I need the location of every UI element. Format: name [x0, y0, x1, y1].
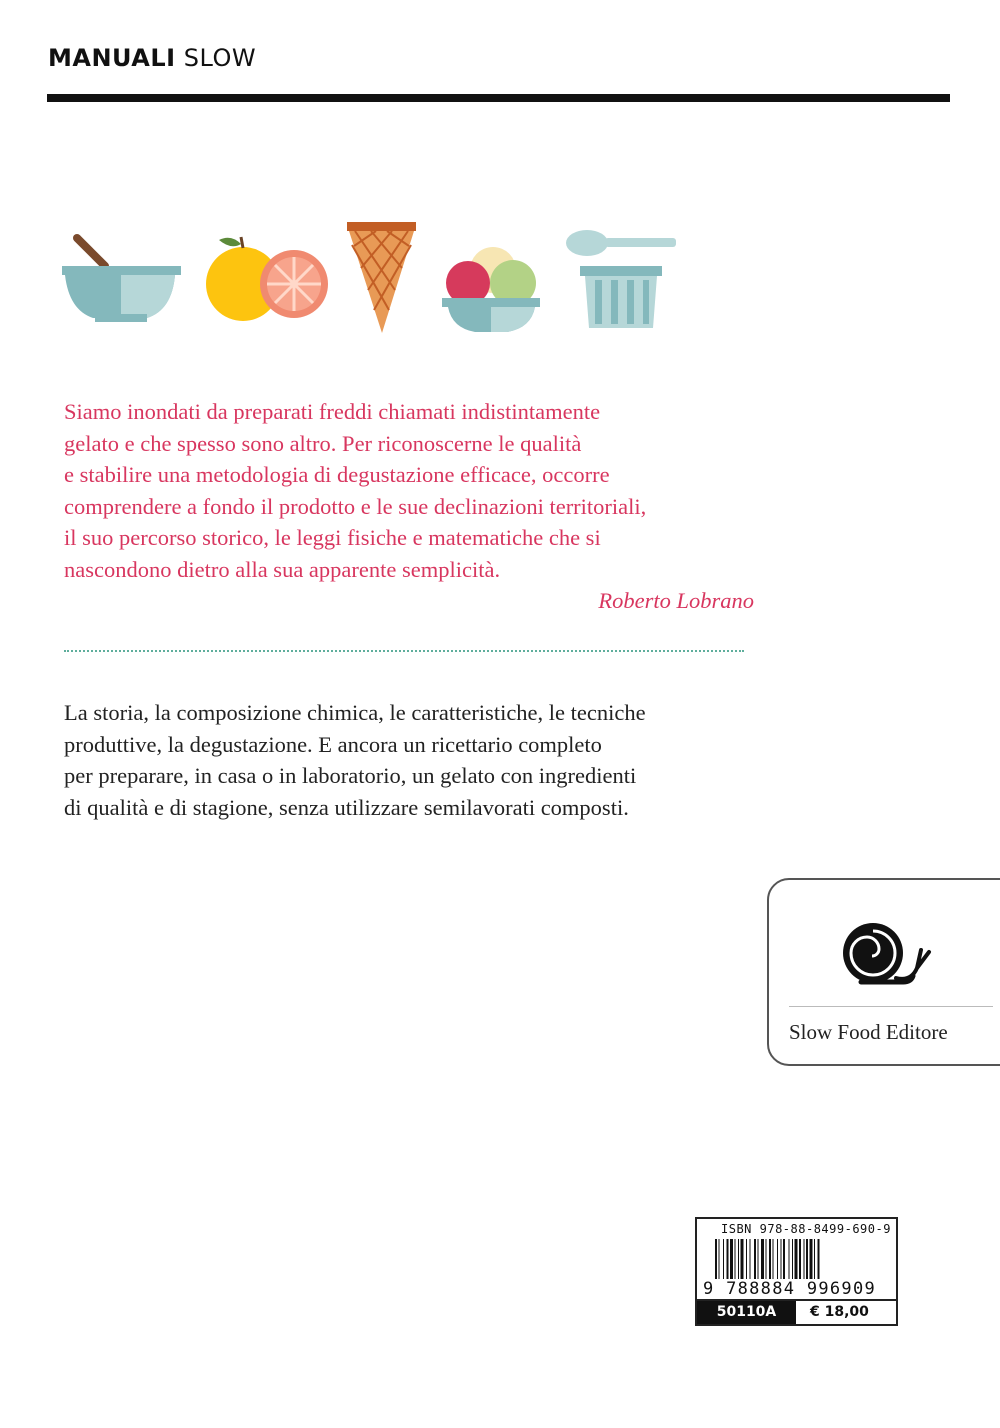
citrus-fruit-icon [206, 237, 328, 321]
quote-line: il suo percorso storico, le leggi fisiche e matematiche che si [64, 525, 601, 550]
barcode-bar [766, 1239, 767, 1279]
barcode-bar [750, 1239, 751, 1279]
barcode-bar [806, 1239, 808, 1279]
quote-line: comprendere a fondo il prodotto e le sue declinazioni territoriali, [64, 493, 647, 519]
barcode-box [695, 1217, 898, 1326]
book-description [64, 697, 784, 823]
illustration-row [55, 210, 695, 345]
publisher-divider [789, 1006, 993, 1007]
barcode-bar [769, 1239, 771, 1279]
barcode-bar [723, 1239, 724, 1279]
quote-line: Siamo inondati da preparati freddi chiamati indistintamente [64, 399, 601, 424]
barcode-bar [814, 1239, 815, 1279]
barcode-bar [715, 1239, 717, 1279]
barcode-bar [792, 1239, 793, 1279]
barcode-footer [697, 1299, 896, 1324]
ice-cream-cone-icon [347, 222, 416, 333]
quote-line: nascondono dietro alla sua apparente semplicità. [64, 556, 501, 582]
series-title-light: SLOW [183, 44, 257, 72]
spoon-and-tub-icon [566, 230, 676, 328]
barcode-bar [758, 1239, 759, 1279]
barcode-bar [735, 1239, 736, 1279]
barcode-bar [783, 1239, 785, 1279]
barcode-bar [754, 1239, 756, 1279]
barcode-bar [818, 1239, 820, 1279]
barcode-bar [795, 1239, 798, 1279]
quote-line: gelato e che spesso sono altro. Per riconoscerne le qualità [64, 430, 582, 456]
description-line: di qualità e di stagione, senza utilizzare semilavorati composti. [64, 794, 629, 820]
sku-code: 50110A [697, 1301, 796, 1324]
barcode-bars [697, 1239, 896, 1279]
barcode-bar [719, 1239, 720, 1279]
barcode-bar [789, 1239, 790, 1279]
pull-quote [64, 396, 754, 617]
series-title [48, 44, 256, 72]
description-line: per preparare, in casa o in laboratorio, un gelato con ingredienti [64, 763, 637, 788]
snail-logo-icon [841, 920, 937, 986]
barcode-bar [810, 1239, 813, 1279]
barcode-bar [741, 1239, 744, 1279]
barcode-bar [777, 1239, 778, 1279]
barcode-bar [730, 1239, 733, 1279]
quote-author: Roberto Lobrano [598, 588, 754, 613]
mixing-bowl-icon [62, 238, 181, 322]
quote-line: e stabilire una metodologia di degustazione efficace, occorre [64, 462, 610, 487]
barcode-digits: 9 788884 996909 [703, 1279, 877, 1299]
dotted-divider [64, 650, 744, 652]
series-title-bold: MANUALI [48, 44, 176, 72]
barcode-bar [746, 1239, 747, 1279]
isbn-text: ISBN 978-88-8499-690-9 [721, 1222, 891, 1236]
barcode-bar [761, 1239, 764, 1279]
gelato-cup-icon [442, 247, 540, 332]
publisher-name: Slow Food Editore [789, 1020, 948, 1044]
barcode-bar [781, 1239, 782, 1279]
description-line: La storia, la composizione chimica, le caratteristiche, le tecniche [64, 700, 646, 725]
header-rule [47, 94, 950, 102]
publisher-box [767, 878, 1000, 1066]
barcode-bar [799, 1239, 801, 1279]
price-label: € 18,00 [810, 1304, 869, 1320]
barcode-bar [773, 1239, 774, 1279]
description-line: produttive, la degustazione. E ancora un ricettario completo [64, 731, 602, 757]
barcode-bar [727, 1239, 729, 1279]
barcode-bar [804, 1239, 805, 1279]
barcode-bar [738, 1239, 739, 1279]
